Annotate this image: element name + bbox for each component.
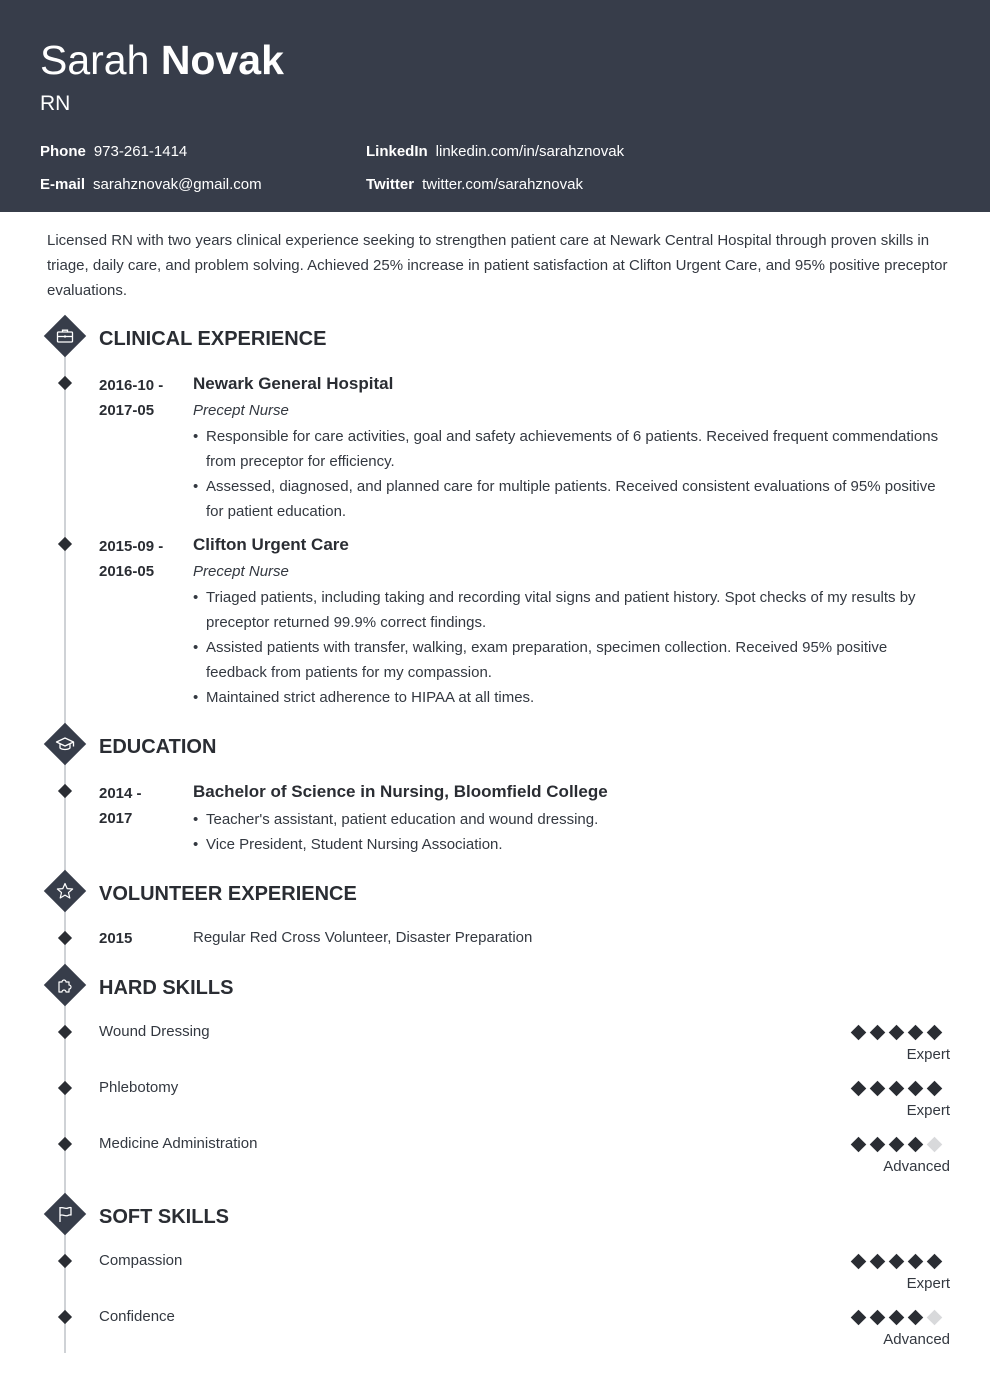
bullet-item: • Vice President, Student Nursing Association. [193, 832, 945, 857]
skill-name: Wound Dressing [99, 1023, 210, 1040]
graduation-cap-icon [44, 723, 86, 765]
rating-diamond-filled [870, 1081, 886, 1097]
skill-level: Expert [906, 1046, 950, 1063]
contact-twitter [366, 176, 583, 194]
section-title-hard-skills: HARD SKILLS [99, 977, 234, 999]
rating-diamond-filled [889, 1310, 905, 1326]
person-name [40, 36, 284, 84]
entry-date: 2015-09 - 2016-05 [99, 538, 164, 580]
contact-label: Phone [40, 143, 86, 160]
summary: Licensed RN with two years clinical experience seeking to strengthen patient care at Newark Central Hospital through proven skills in triage, daily care, and problem solving. Achieved 25% increase in patient satisfaction at Clifton Urgent Care, and 95% positive preceptor evaluations. [47, 232, 948, 299]
skill-rating [850, 1022, 950, 1044]
section-title-soft-skills: SOFT SKILLS [99, 1206, 229, 1228]
flag-icon [44, 1193, 86, 1235]
rating-diamond-filled [851, 1025, 867, 1041]
rating-diamond-filled [851, 1137, 867, 1153]
rating-diamond-filled [908, 1310, 924, 1326]
rating-diamond-filled [908, 1137, 924, 1153]
skill-level: Expert [906, 1102, 950, 1119]
skill-rating [850, 1307, 950, 1329]
timeline-dot [58, 376, 72, 390]
contact-value[interactable]: linkedin.com/in/sarahznovak [435, 143, 625, 160]
bullet-item: • Teacher's assistant, patient education and wound dressing. [193, 807, 945, 832]
bullet-item: • Triaged patients, including taking and recording vital signs and patient history. Spot checks of my results by preceptor returned 99.9% correct findings. [193, 585, 945, 635]
rating-diamond-filled [908, 1081, 924, 1097]
section-title-clinical: CLINICAL EXPERIENCE [99, 328, 327, 350]
rating-diamond-filled [851, 1254, 867, 1270]
entry-bullets [193, 807, 945, 857]
rating-diamond-filled [889, 1081, 905, 1097]
star-icon [44, 870, 86, 912]
person-title: RN [40, 92, 71, 115]
timeline-dot [58, 784, 72, 798]
bullet-item: • Maintained strict adherence to HIPAA at all times. [193, 685, 945, 710]
bullet-item: • Responsible for care activities, goal and safety achievements of 6 patients. Received frequent commendations from preceptor for efficiency. [193, 424, 945, 474]
rating-diamond-filled [870, 1025, 886, 1041]
entry-role: Precept Nurse [193, 563, 289, 580]
contact-linkedin [366, 143, 624, 161]
contact-email [40, 176, 262, 194]
rating-diamond-empty [927, 1137, 943, 1153]
rating-diamond-filled [927, 1081, 943, 1097]
contact-phone [40, 143, 187, 161]
skill-rating [850, 1251, 950, 1273]
rating-diamond-empty [927, 1310, 943, 1326]
skill-level: Advanced [883, 1158, 950, 1175]
rating-diamond-filled [870, 1137, 886, 1153]
skill-rating [850, 1134, 950, 1156]
rating-diamond-filled [870, 1254, 886, 1270]
section-title-volunteer: VOLUNTEER EXPERIENCE [99, 883, 357, 905]
resume-header [0, 0, 990, 212]
bullet-item: • Assessed, diagnosed, and planned care for multiple patients. Received consistent evaluations of 95% positive for patient education. [193, 474, 945, 524]
skill-rating [850, 1078, 950, 1100]
section-title-education: EDUCATION [99, 736, 217, 758]
entry-degree: Bachelor of Science in Nursing, Bloomfield College [193, 782, 608, 801]
first-name: Sarah [40, 37, 150, 83]
timeline-dot [58, 1254, 72, 1268]
rating-diamond-filled [908, 1025, 924, 1041]
skill-level: Expert [906, 1275, 950, 1292]
rating-diamond-filled [889, 1137, 905, 1153]
volunteer-text: Regular Red Cross Volunteer, Disaster Preparation [193, 929, 533, 946]
entry-role: Precept Nurse [193, 402, 289, 419]
timeline-dot [58, 1310, 72, 1324]
bullet-item: • Assisted patients with transfer, walking, exam preparation, specimen collection. Received 95% positive feedback from patients for my compassion. [193, 635, 945, 685]
timeline-dot [58, 1081, 72, 1095]
briefcase-icon [44, 315, 86, 357]
contact-label: Twitter [366, 176, 415, 193]
skill-name: Medicine Administration [99, 1135, 258, 1152]
skill-name: Confidence [99, 1308, 175, 1325]
timeline-dot [58, 931, 72, 945]
contact-value[interactable]: sarahznovak@gmail.com [93, 176, 262, 193]
entry-organization: Newark General Hospital [193, 374, 394, 393]
timeline-dot [58, 1025, 72, 1039]
last-name: Novak [160, 37, 284, 83]
rating-diamond-filled [889, 1025, 905, 1041]
contact-value[interactable]: twitter.com/sarahznovak [422, 176, 583, 193]
entry-bullets [193, 424, 945, 524]
contact-label: LinkedIn [366, 143, 428, 160]
entry-bullets [193, 585, 945, 710]
puzzle-icon [44, 964, 86, 1006]
contact-value[interactable]: 973-261-1414 [93, 143, 188, 160]
rating-diamond-filled [851, 1310, 867, 1326]
rating-diamond-filled [870, 1310, 886, 1326]
skill-name: Compassion [99, 1252, 183, 1269]
timeline-dot [58, 537, 72, 551]
rating-diamond-filled [927, 1025, 943, 1041]
entry-date: 2014 - 2017 [99, 785, 142, 827]
timeline-dot [58, 1137, 72, 1151]
entry-organization: Clifton Urgent Care [193, 535, 349, 554]
entry-date: 2015 [99, 930, 133, 947]
contact-label: E-mail [40, 176, 86, 193]
rating-diamond-filled [889, 1254, 905, 1270]
rating-diamond-filled [908, 1254, 924, 1270]
skill-level: Advanced [883, 1331, 950, 1348]
skill-name: Phlebotomy [99, 1079, 179, 1096]
rating-diamond-filled [927, 1254, 943, 1270]
entry-date: 2016-10 - 2017-05 [99, 377, 164, 419]
rating-diamond-filled [851, 1081, 867, 1097]
